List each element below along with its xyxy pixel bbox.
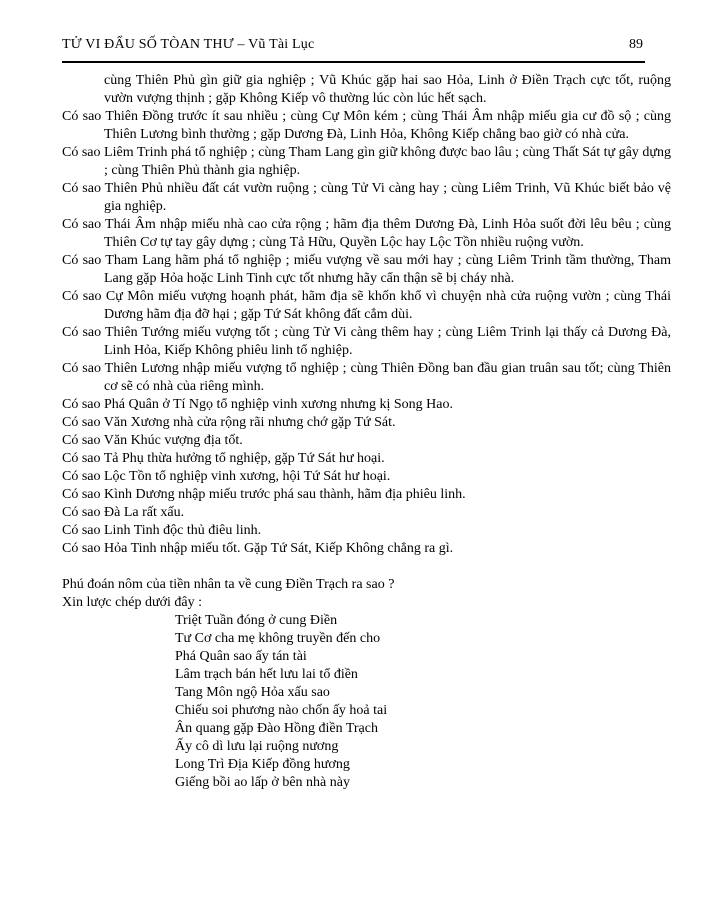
paragraph-entry: Có sao Kình Dương nhập miếu trước phá sau thành, hãm địa phiêu linh. bbox=[62, 487, 466, 502]
poem-line: Ân quang gặp Đào Hồng điền Trạch bbox=[175, 721, 378, 736]
paragraph-continuation: cùng Thiên Phủ gìn giữ gia nghiệp ; Vũ Khúc gặp hai sao Hỏa, Linh ở Điền Trạch cực tốt, ruộng vườn vượng thịnh ; gặp Không Kiếp vô thường lúc còn lúc hết sạch. bbox=[104, 73, 671, 106]
intro-lead: Xin lược chép dưới đây : bbox=[62, 595, 203, 610]
paragraph-entry: Có sao Thiên Lương nhập miếu vượng tổ nghiệp ; cùng Thiên Đồng ban đầu gian truân sau tốt; cùng Thiên cơ sẽ có nhà của riêng mình. bbox=[62, 361, 671, 394]
poem-block bbox=[175, 612, 671, 792]
paragraph-entry: Có sao Linh Tinh độc thủ điêu linh. bbox=[62, 523, 262, 538]
body-text bbox=[62, 72, 671, 792]
paragraph-entry: Có sao Thiên Phủ nhiều đất cát vườn ruộng ; cùng Tử Vi càng hay ; cùng Liêm Trinh, Vũ Khúc biết bảo vệ gia nghiệp. bbox=[62, 181, 671, 214]
page-header bbox=[62, 36, 643, 54]
paragraph-list bbox=[62, 72, 671, 558]
paragraph-entry: Có sao Cự Môn miếu vượng hoạnh phát, hãm địa sẽ khốn khổ vì chuyện nhà cửa ruộng vườn ; cùng Thái Dương hãm địa đỡ hại ; gặp Tứ Sát không đất cắm dùi. bbox=[62, 289, 671, 322]
page-number: 89 bbox=[629, 37, 643, 52]
paragraph-entry: Có sao Văn Xương nhà cửa rộng rãi nhưng chớ gặp Tứ Sát. bbox=[62, 415, 396, 430]
poem-line: Tang Môn ngộ Hỏa xấu sao bbox=[175, 685, 330, 700]
paragraph-entry: Có sao Thái Âm nhập miếu nhà cao cửa rộng ; hãm địa thêm Dương Đà, Linh Hỏa suốt đời lêu bêu ; cùng Thiên Cơ tự tay gây dựng ; cùng Tả Hữu, Quyền Lộc hay Lộc Tồn nhiều ruộng vườn. bbox=[62, 217, 671, 250]
paragraph-entry: Có sao Hỏa Tinh nhập miếu tốt. Gặp Tứ Sát, Kiếp Không chẳng ra gì. bbox=[62, 541, 454, 556]
paragraph-entry: Có sao Lộc Tồn tổ nghiệp vinh xương, hội Tứ Sát hư hoại. bbox=[62, 469, 391, 484]
poem-line: Triệt Tuần đóng ở cung Điền bbox=[175, 613, 338, 628]
poem-line: Lâm trạch bán hết lưu lai tổ điền bbox=[175, 667, 358, 682]
paragraph-entry: Có sao Thiên Tướng miếu vượng tốt ; cùng Tử Vi càng thêm hay ; cùng Liêm Trinh lại thấy cả Dương Đà, Linh Hỏa, Kiếp Không phiêu linh tổ nghiệp. bbox=[62, 325, 671, 358]
paragraph-entry: Có sao Đà La rất xấu. bbox=[62, 505, 185, 520]
header-rule-divider bbox=[62, 61, 645, 63]
paragraph-entry: Có sao Liêm Trinh phá tổ nghiệp ; cùng Tham Lang gìn giữ không được bao lâu ; cùng Thất Sát tự gây dựng ; cùng Thiên Phủ thành gia nghiệp. bbox=[62, 145, 671, 178]
paragraph-entry: Có sao Tả Phụ thừa hưởng tổ nghiệp, gặp Tứ Sát hư hoại. bbox=[62, 451, 385, 466]
paragraph-entry: Có sao Tham Lang hãm phá tổ nghiệp ; miếu vượng về sau mới hay ; cùng Liêm Trinh tầm thường, Tham Lang gặp Hỏa hoặc Linh Tinh cực tốt nhưng hãy cẩn thận sẽ bị cháy nhà. bbox=[62, 253, 671, 286]
intro-block bbox=[62, 576, 671, 612]
paragraph-entry: Có sao Văn Khúc vượng địa tốt. bbox=[62, 433, 243, 448]
poem-line: Chiếu soi phương nào chốn ấy hoả tai bbox=[175, 703, 388, 718]
poem-line: Phá Quân sao ấy tán tài bbox=[175, 649, 307, 664]
paragraph-entry: Có sao Phá Quân ở Tí Ngọ tổ nghiệp vinh xương nhưng kị Song Hao. bbox=[62, 397, 453, 412]
book-title: TỬ VI ĐẨU SỐ TÒAN THƯ – Vũ Tài Lục bbox=[62, 37, 315, 52]
poem-line: Ấy cô dì lưu lại ruộng nương bbox=[175, 739, 339, 754]
intro-question: Phú đoán nôm của tiền nhân ta về cung Điền Trạch ra sao ? bbox=[62, 577, 395, 592]
poem-line: Giếng bồi ao lấp ở bên nhà này bbox=[175, 775, 350, 790]
paragraph-entry: Có sao Thiên Đồng trước ít sau nhiều ; cùng Cự Môn kém ; cùng Thái Âm nhập miếu gia cư đồ sộ ; cùng Thiên Lương bình thường ; gặp Dương Đà, Linh Hỏa, Không Kiếp chẳng bao giờ có nhà cửa. bbox=[62, 109, 671, 142]
poem-line: Long Trì Địa Kiếp đồng hương bbox=[175, 757, 350, 772]
poem-line: Tư Cơ cha mẹ không truyền đến cho bbox=[175, 631, 381, 646]
